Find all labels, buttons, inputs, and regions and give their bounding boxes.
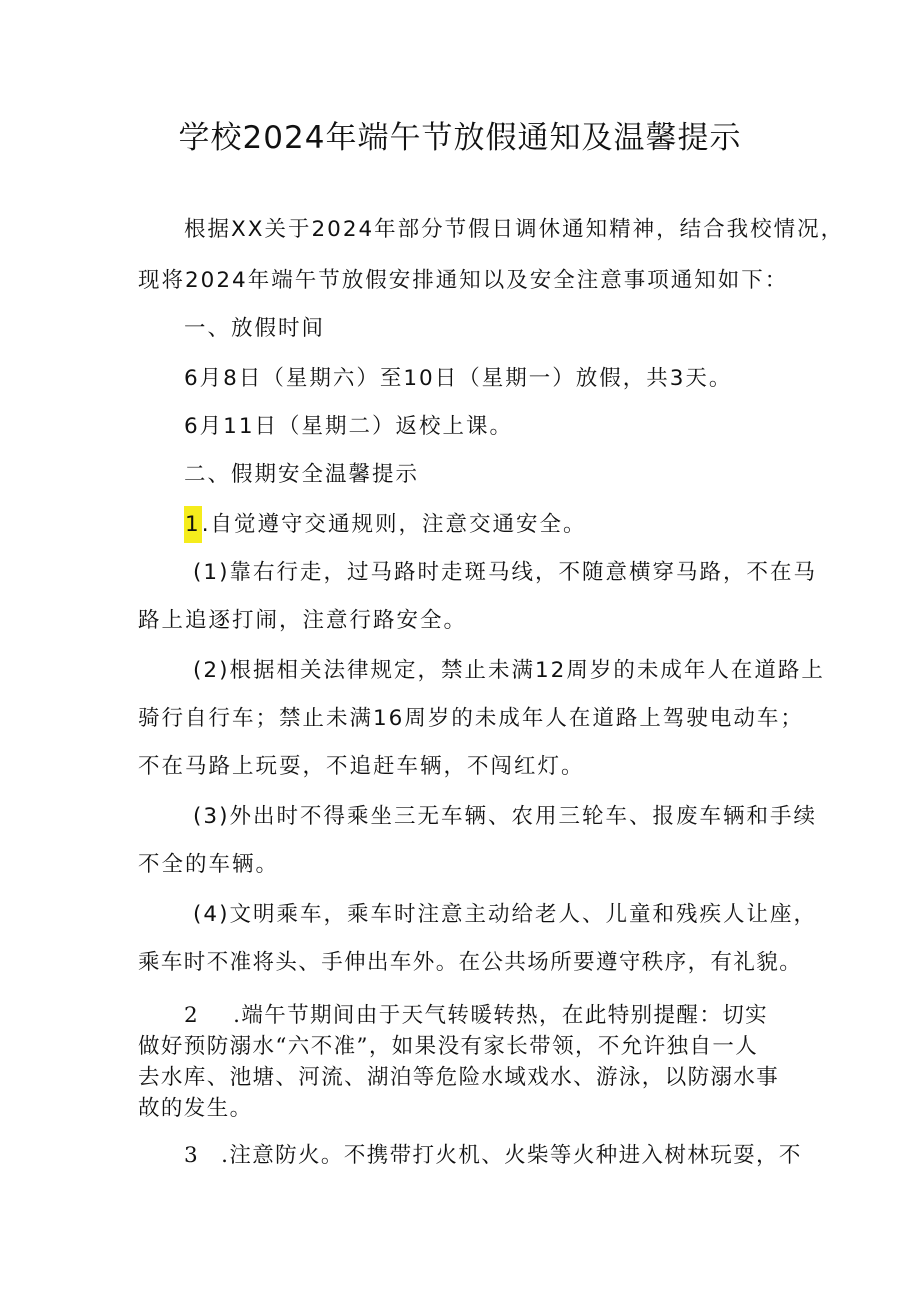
point1-sub1-line-2: 路上追逐打闹，注意行路安全。	[138, 608, 468, 633]
intro-line-1: 根据XX关于2024年部分节假日调休通知精神，结合我校情况，	[184, 217, 845, 242]
point1-sub3-line-1: (3)外出时不得乘坐三无车辆、农用三轮车、报废车辆和手续	[193, 804, 817, 829]
document-title: 学校2024年端午节放假通知及温馨提示	[178, 120, 742, 156]
point1-sub1-line-1: (1)靠右行走，过马路时走斑马线，不随意横穿马路，不在马	[193, 560, 817, 585]
point3-line-1	[184, 1141, 849, 1171]
point1-line	[184, 510, 849, 540]
point3-number: 3	[184, 1143, 200, 1168]
point2-text-1: .端午节期间由于天气转暖转热，在此特别提醒：切实	[233, 1003, 769, 1028]
point1-text: .自觉遵守交通规则，注意交通安全。	[201, 512, 587, 537]
point2-line-1	[184, 1001, 849, 1031]
section1-item-2: 6月11日（星期二）返校上课。	[184, 414, 514, 439]
section2-heading: 二、假期安全温馨提示	[184, 462, 420, 487]
point1-sub2-line-3: 不在马路上玩耍，不追赶车辆，不闯红灯。	[138, 754, 585, 779]
point1-sub2-line-1: (2)根据相关法律规定，禁止未满12周岁的未成年人在道路上	[193, 658, 825, 683]
point1-number-highlighted: 1	[184, 506, 202, 543]
point2-line-4: 故的发生。	[138, 1096, 253, 1121]
point1-sub4-line-1: (4)文明乘车，乘车时注意主动给老人、儿童和残疾人让座，	[193, 902, 817, 927]
point1-sub4-line-2: 乘车时不准将头、手伸出车外。在公共场所要遵守秩序，有礼貌。	[138, 950, 803, 975]
section1-item-1: 6月8日（星期六）至10日（星期一）放假，共3天。	[184, 366, 733, 391]
intro-line-2: 现将2024年端午节放假安排通知以及安全注意事项通知如下：	[138, 268, 789, 293]
section1-heading: 一、放假时间	[184, 316, 326, 341]
point2-line-2: 做好预防溺水“六不准”，如果没有家长带领，不允许独自一人	[138, 1034, 759, 1059]
point1-sub3-line-2: 不全的车辆。	[138, 852, 280, 877]
point2-line-3: 去水库、池塘、河流、湖泊等危险水域戏水、游泳，以防溺水事	[138, 1065, 780, 1090]
point3-text-1: .注意防火。不携带打火机、火柴等火种进入树林玩耍，不	[221, 1143, 802, 1168]
point2-number: 2	[184, 1003, 200, 1028]
point1-sub2-line-2: 骑行自行车；禁止未满16周岁的未成年人在道路上驾驶电动车；	[138, 706, 804, 731]
